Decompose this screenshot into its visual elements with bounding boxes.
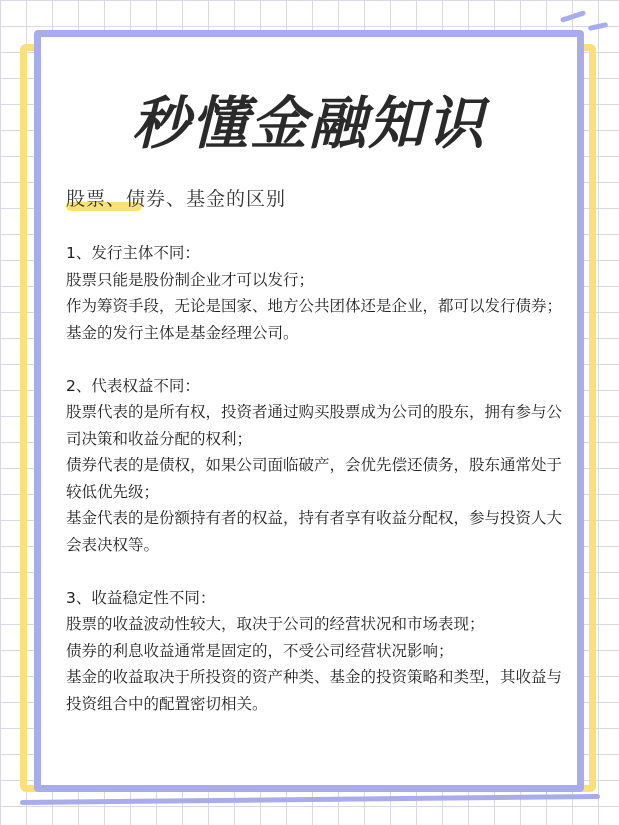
paragraph-line: 作为筹资手段，无论是国家、地方公共团体还是企业，都可以发行债券； bbox=[66, 297, 563, 315]
paragraph-line: 股票代表的是所有权，投资者通过购买股票成为公司的股东，拥有参与公司决策和收益分配的权利； bbox=[66, 403, 563, 448]
decorative-stroke bbox=[588, 22, 609, 31]
page-title: 秒懂金融知识 bbox=[132, 91, 486, 157]
section-heading: 1、发行主体不同： bbox=[66, 244, 200, 262]
decorative-stroke bbox=[560, 10, 586, 23]
paragraph-line: 基金的收益取决于所投资的资产种类、基金的投资策略和类型，其收益与投资组合中的配置密切相关。 bbox=[66, 668, 563, 713]
section-stability bbox=[66, 585, 566, 718]
paragraph-line: 股票的收益波动性较大，取决于公司的经营状况和市场表现； bbox=[66, 615, 485, 633]
article-body bbox=[66, 240, 566, 744]
paragraph-line: 基金代表的是份额持有者的权益，持有者享有收益分配权，参与投资人大会表决权等。 bbox=[66, 509, 563, 554]
section-issuer bbox=[66, 240, 566, 346]
subtitle: 股票、债券、基金的区别 bbox=[66, 188, 287, 210]
decorative-stroke bbox=[20, 794, 600, 805]
section-rights bbox=[66, 373, 566, 559]
paragraph-line: 股票只能是股份制企业才可以发行； bbox=[66, 270, 315, 289]
paragraph-line: 基金的发行主体是基金经理公司。 bbox=[66, 323, 299, 342]
paragraph-line: 债券代表的是债权，如果公司面临破产，会优先偿还债务，股东通常处于较低优先级； bbox=[66, 456, 563, 501]
section-heading: 2、代表权益不同： bbox=[66, 376, 200, 395]
subtitle-block bbox=[66, 184, 286, 211]
paragraph-line: 债券的利息收益通常是固定的，不受公司经营状况影响； bbox=[66, 641, 454, 660]
section-heading: 3、收益稳定性不同： bbox=[66, 588, 216, 607]
